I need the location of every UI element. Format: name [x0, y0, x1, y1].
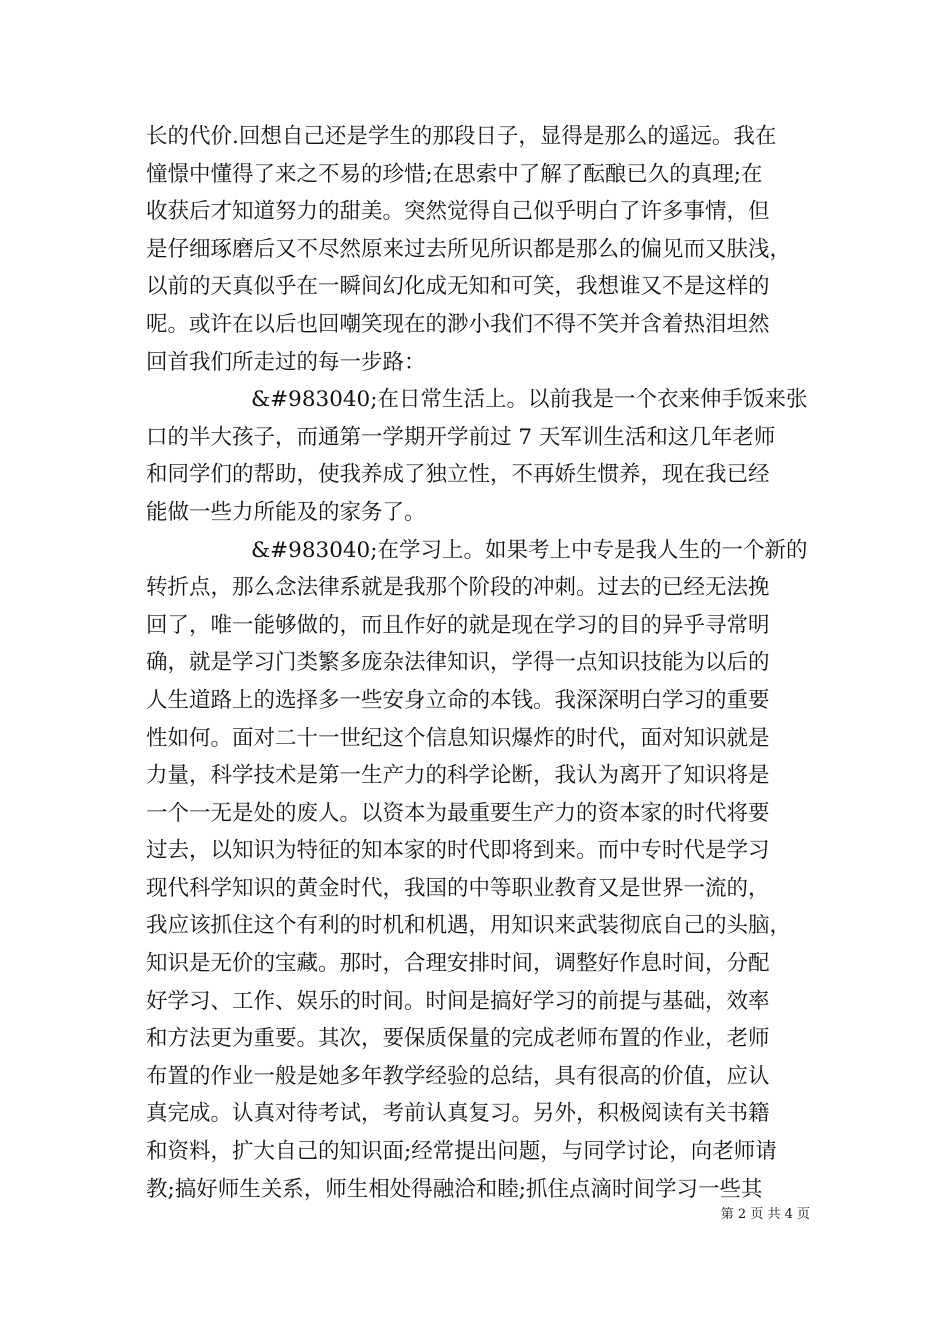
text-line: 真完成。认真对待考试，考前认真复习。另外，积极阅读有关书籍 — [146, 1101, 770, 1127]
text-line: 过去，以知识为特征的知本家的时代即将到来。而中专时代是学习 — [146, 838, 770, 864]
text-line: 好学习、工作、娱乐的时间。时间是搞好学习的前提与基础，效率 — [146, 988, 770, 1014]
text-line: 长的代价.回想自己还是学生的那段日子，显得是那么的遥远。我在 — [146, 124, 777, 149]
text-line: 和资料，扩大自己的知识面;经常提出问题，与同学讨论，向老师请 — [146, 1139, 777, 1165]
paragraph-first-line: &#983040;在学习上。如果考上中专是我人生的一个新的 — [251, 537, 808, 563]
text-line: 口的半大孩子，而通第一学期开学前过 7 天军训生活和这几年老师 — [146, 424, 776, 450]
text-line: 憧憬中懂得了来之不易的珍惜;在思索中了解了酝酿已久的真理;在 — [146, 161, 763, 187]
text-line: 转折点，那么念法律系就是我那个阶段的冲刺。过去的已经无法挽 — [146, 575, 770, 601]
text-line: 能做一些力所能及的家务了。 — [146, 499, 426, 525]
text-line: 现代科学知识的黄金时代，我国的中等职业教育又是世界一流的， — [146, 875, 770, 901]
text-line: 人生道路上的选择多一些安身立命的本钱。我深深明白学习的重要 — [146, 687, 770, 713]
body-text — [146, 118, 810, 1208]
paragraph-first-line: &#983040;在日常生活上。以前我是一个衣来伸手饭来张 — [251, 387, 808, 413]
text-line: 收获后才知道努力的甜美。突然觉得自己似乎明白了许多事情，但 — [146, 199, 770, 225]
text-line: 呢。或许在以后也回嘲笑现在的渺小我们不得不笑并含着热泪坦然 — [146, 311, 770, 337]
text-line: 和同学们的帮助，使我养成了独立性，不再娇生惯养，现在我已经 — [146, 462, 770, 488]
page-number-footer: 第 2 页 共 4 页 — [720, 1207, 810, 1222]
text-line: 性如何。面对二十一世纪这个信息知识爆炸的时代，面对知识就是 — [146, 725, 770, 751]
text-line: 回了，唯一能够做的，而且作好的就是现在学习的目的异乎寻常明 — [146, 612, 770, 638]
text-line: 我应该抓住这个有利的时机和机遇，用知识来武装彻底自己的头脑， — [146, 913, 792, 939]
text-line: 确，就是学习门类繁多庞杂法律知识，学得一点知识技能为以后的 — [146, 650, 770, 676]
text-line: 一个一无是处的废人。以资本为最重要生产力的资本家的时代将要 — [146, 800, 770, 826]
text-line: 是仔细琢磨后又不尽然原来过去所见所识都是那么的偏见而又肤浅， — [146, 236, 792, 262]
text-line: 和方法更为重要。其次，要保质保量的完成老师布置的作业，老师 — [146, 1026, 770, 1052]
text-line: 回首我们所走过的每一步路： — [146, 349, 426, 375]
text-line: 布置的作业一般是她多年教学经验的总结，具有很高的价值，应认 — [146, 1063, 770, 1089]
text-line: 教;搞好师生关系，师生相处得融洽和睦;抓住点滴时间学习一些其 — [146, 1176, 763, 1202]
text-line: 力量，科学技术是第一生产力的科学论断，我认为离开了知识将是 — [146, 763, 770, 789]
text-line: 知识是无价的宝藏。那时，合理安排时间，调整好作息时间，分配 — [146, 951, 770, 977]
text-line: 以前的天真似乎在一瞬间幻化成无知和可笑，我想谁又不是这样的 — [146, 274, 770, 300]
